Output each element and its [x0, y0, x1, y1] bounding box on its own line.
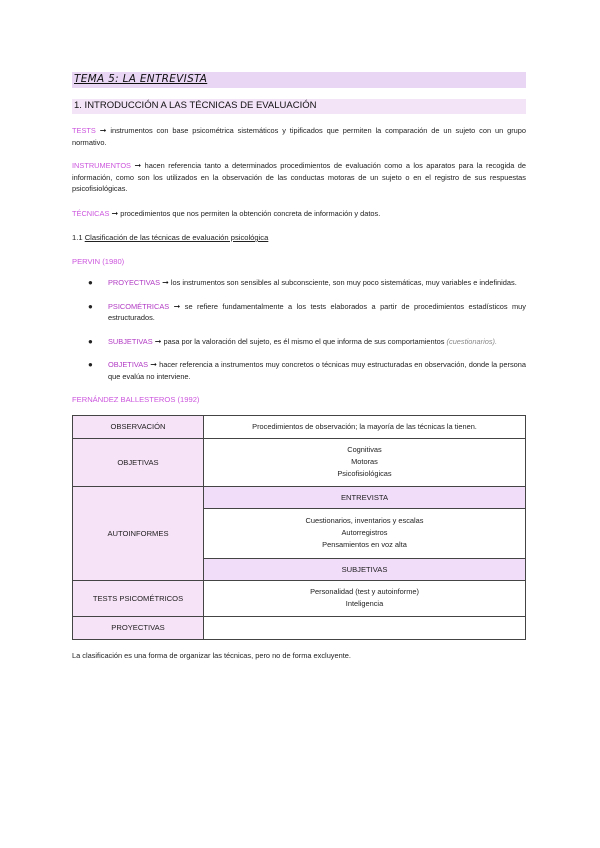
bullet-icon: ● [88, 301, 93, 311]
term-instrumentos: INSTRUMENTOS [72, 161, 131, 170]
footer-note: La clasificación es una forma de organizar las técnicas, pero no de forma excluyente. [72, 650, 351, 660]
topic-title: TEMA 5: LA ENTREVISTA [72, 72, 526, 88]
list-item [72, 301, 526, 324]
cell-line: Inteligencia [345, 599, 384, 608]
item-term: OBJETIVAS [108, 360, 149, 369]
item-text: hacer referencia a instrumentos muy concretos o técnicas muy estructuradas en observación, donde la persona que evalúa no interviene. [108, 360, 527, 381]
classification-table [72, 415, 526, 640]
arrow-icon: ➞ [111, 208, 119, 218]
pervin-list [72, 277, 526, 382]
table-row [73, 486, 526, 508]
item-text: los instrumentos son sensibles al subconsciente, son muy poco sistemáticas, muy variables e indefinidas. [170, 278, 517, 287]
term-tecnicas: TÉCNICAS [72, 208, 110, 218]
cell-line: Personalidad (test y autoinforme) [310, 587, 419, 596]
cell-objetivas [204, 438, 526, 486]
arrow-icon: ➞ [150, 360, 157, 369]
subsection-number: 1.1 [72, 233, 83, 242]
bullet-icon: ● [88, 360, 93, 369]
arrow-icon: ➞ [134, 161, 142, 170]
cell-line: Motoras [351, 457, 378, 466]
document-page [72, 72, 526, 661]
band-subjetivas: SUBJETIVAS [204, 558, 526, 580]
section-title: 1. INTRODUCCIÓN A LAS TÉCNICAS DE EVALUACIÓN [72, 99, 526, 114]
author-fernandez: FERNÁNDEZ BALLESTEROS (1992) [72, 395, 200, 404]
list-item [72, 336, 526, 348]
table-row [73, 438, 526, 486]
definition-instrumentos [72, 160, 526, 195]
list-item [72, 359, 526, 382]
cell-line: Autorregistros [341, 528, 388, 537]
definition-instrumentos-text: hacen referencia tanto a determinados procedimientos de evaluación como a los aparatos para la recogida de información, como son los utilizados en la observación de las conductas motoras de un sujeto o en el registro de sus respuestas psicofisiológicas. [72, 161, 527, 193]
subsection-heading [72, 232, 526, 244]
row-label-autoinformes: AUTOINFORMES [73, 486, 204, 580]
row-label-proyectivas: PROYECTIVAS [73, 616, 204, 639]
cell-line: Cuestionarios, inventarios y escalas [305, 516, 424, 525]
cell-observacion: Procedimientos de observación; la mayoría de las técnicas la tienen. [204, 415, 526, 438]
item-text: pasa por la valoración del sujeto, es él mismo el que informa de sus comportamientos [163, 336, 445, 346]
bullet-icon: ● [88, 336, 93, 346]
term-tests: TESTS [72, 126, 96, 135]
subsection-title: Clasificación de las técnicas de evaluación psicológica [84, 233, 269, 242]
band-entrevista: ENTREVISTA [204, 486, 526, 508]
cell-line: Psicofisiológicas [337, 469, 392, 478]
arrow-icon: ➞ [162, 278, 169, 287]
arrow-icon: ➞ [173, 301, 181, 311]
item-term: PROYECTIVAS [108, 278, 161, 287]
definition-tests [72, 125, 526, 148]
cell-proyectivas [204, 616, 526, 639]
row-label-objetivas: OBJETIVAS [73, 438, 204, 486]
cell-autoinformes [204, 508, 526, 558]
definition-tecnicas [72, 208, 526, 220]
cell-tests [204, 580, 526, 616]
table-row [73, 580, 526, 616]
definition-tecnicas-text: procedimientos que nos permiten la obtención concreta de información y datos. [120, 208, 381, 218]
row-label-tests: TESTS PSICOMÉTRICOS [73, 580, 204, 616]
item-note: (cuestionarios). [446, 336, 498, 346]
cell-line: Cognitivas [347, 445, 382, 454]
item-text: se refiere fundamentalmente a los tests elaborados a partir de procedimientos estadísticos muy estructurados. [108, 301, 526, 322]
cell-line: Pensamientos en voz alta [322, 540, 407, 549]
list-item [72, 277, 526, 289]
arrow-icon: ➞ [99, 126, 107, 135]
definition-tests-text: instrumentos con base psicométrica sistemáticos y tipificados que permiten la comparación de un sujeto con un grupo normativo. [72, 126, 526, 147]
author-pervin: PERVIN (1980) [72, 256, 125, 266]
item-term: PSICOMÉTRICAS [108, 301, 170, 311]
row-label-observacion: OBSERVACIÓN [73, 415, 204, 438]
bullet-icon: ● [88, 278, 93, 287]
arrow-icon: ➞ [154, 336, 162, 346]
table-row [73, 415, 526, 438]
table-row [73, 616, 526, 639]
item-term: SUBJETIVAS [108, 336, 153, 346]
